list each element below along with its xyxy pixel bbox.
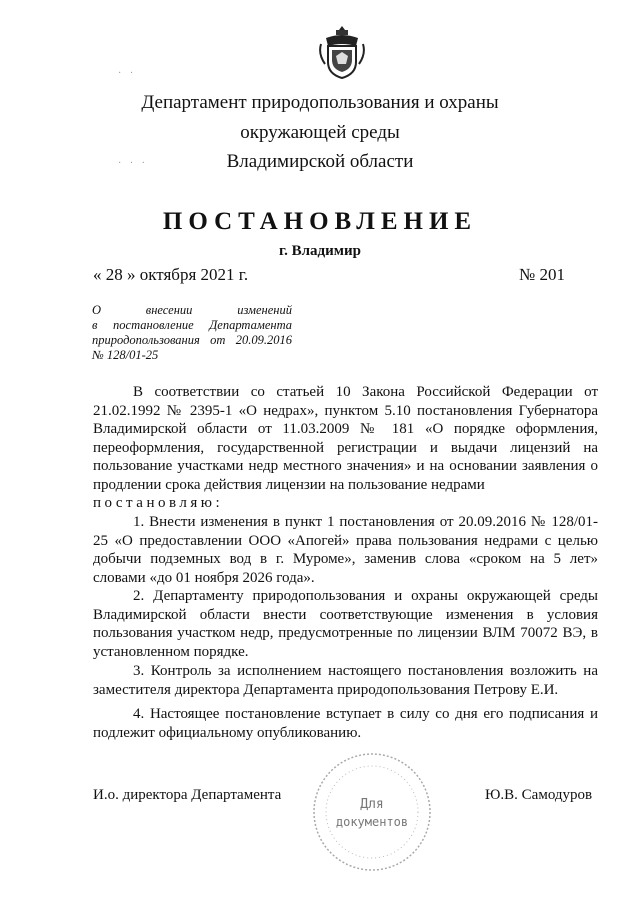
item-text: 4. Настоящее постановление вступает в силу со дня его подписания и подлежит официальному опубликованию.: [93, 706, 598, 741]
signatory-name: Ю.В. Самодуров: [485, 787, 593, 803]
document-type-title: ПОСТАНОВЛЕНИЕ: [162, 208, 478, 235]
item-2: [93, 587, 598, 661]
stamp-text-line1: Для: [360, 797, 384, 812]
item-4: [93, 705, 598, 742]
stamp-text-line2: документов: [335, 815, 409, 829]
city: г. Владимир: [279, 243, 361, 259]
coat-of-arms-emblem: [318, 24, 366, 80]
subject-line: О внесении изменений: [92, 303, 292, 317]
item-1: [93, 513, 598, 587]
scan-marks: · ·: [118, 68, 137, 79]
item-3: [93, 662, 598, 699]
item-text: 2. Департаменту природопользования и охраны окружающей среды Владимирской области внести соответствующие изменения в условия пользования участком недр, предусмотренные по лицензии ВЛМ 70072 ВЭ, в установленном порядке.: [93, 588, 598, 660]
document-date: « 28 » октября 2021 г.: [93, 265, 249, 284]
preamble-paragraph: [93, 383, 598, 513]
scan-marks: · · ·: [118, 158, 148, 169]
document-subject: [92, 303, 292, 363]
signatory-position: И.о. директора Департамента: [93, 787, 282, 803]
preamble-text: В соответствии со статьей 10 Закона Российской Федерации от 21.02.1992 № 2395-1 «О недрах», пунктом 5.10 постановления Губернатора Владимирской области от 11.03.2009 № 181 «О порядке оформления, переоформления, государственной регистрации и выдачи лицензий на пользование участками недр местного значения» и на основании заявления о продлении срока действия лицензии на пользование недрами: [93, 384, 598, 493]
item-text: 1. Внести изменения в пункт 1 постановления от 20.09.2016 № 128/01-25 «О предоставлении ООО «Апогей» права пользования недрами с целью добычи подземных вод в г. Муроме», заменив слова «сроком на 5 лет» словами «до 01 ноября 2026 года».: [93, 514, 598, 586]
subject-line: № 128/01-25: [92, 348, 159, 362]
resolve-word: постановляю:: [93, 495, 224, 511]
department-name-line3: Владимирской области: [226, 151, 414, 172]
department-name-line2: окружающей среды: [240, 122, 400, 143]
item-text: 3. Контроль за исполнением настоящего постановления возложить на заместителя директора Департамента природопользования Петрову Е.И.: [93, 663, 598, 698]
subject-line: природопользования от 20.09.2016: [92, 333, 292, 347]
subject-line: в постановление Департамента: [92, 318, 292, 332]
stamp-seal: [310, 750, 435, 875]
department-name-line1: Департамент природопользования и охраны: [141, 92, 499, 113]
document-number: № 201: [519, 265, 565, 284]
